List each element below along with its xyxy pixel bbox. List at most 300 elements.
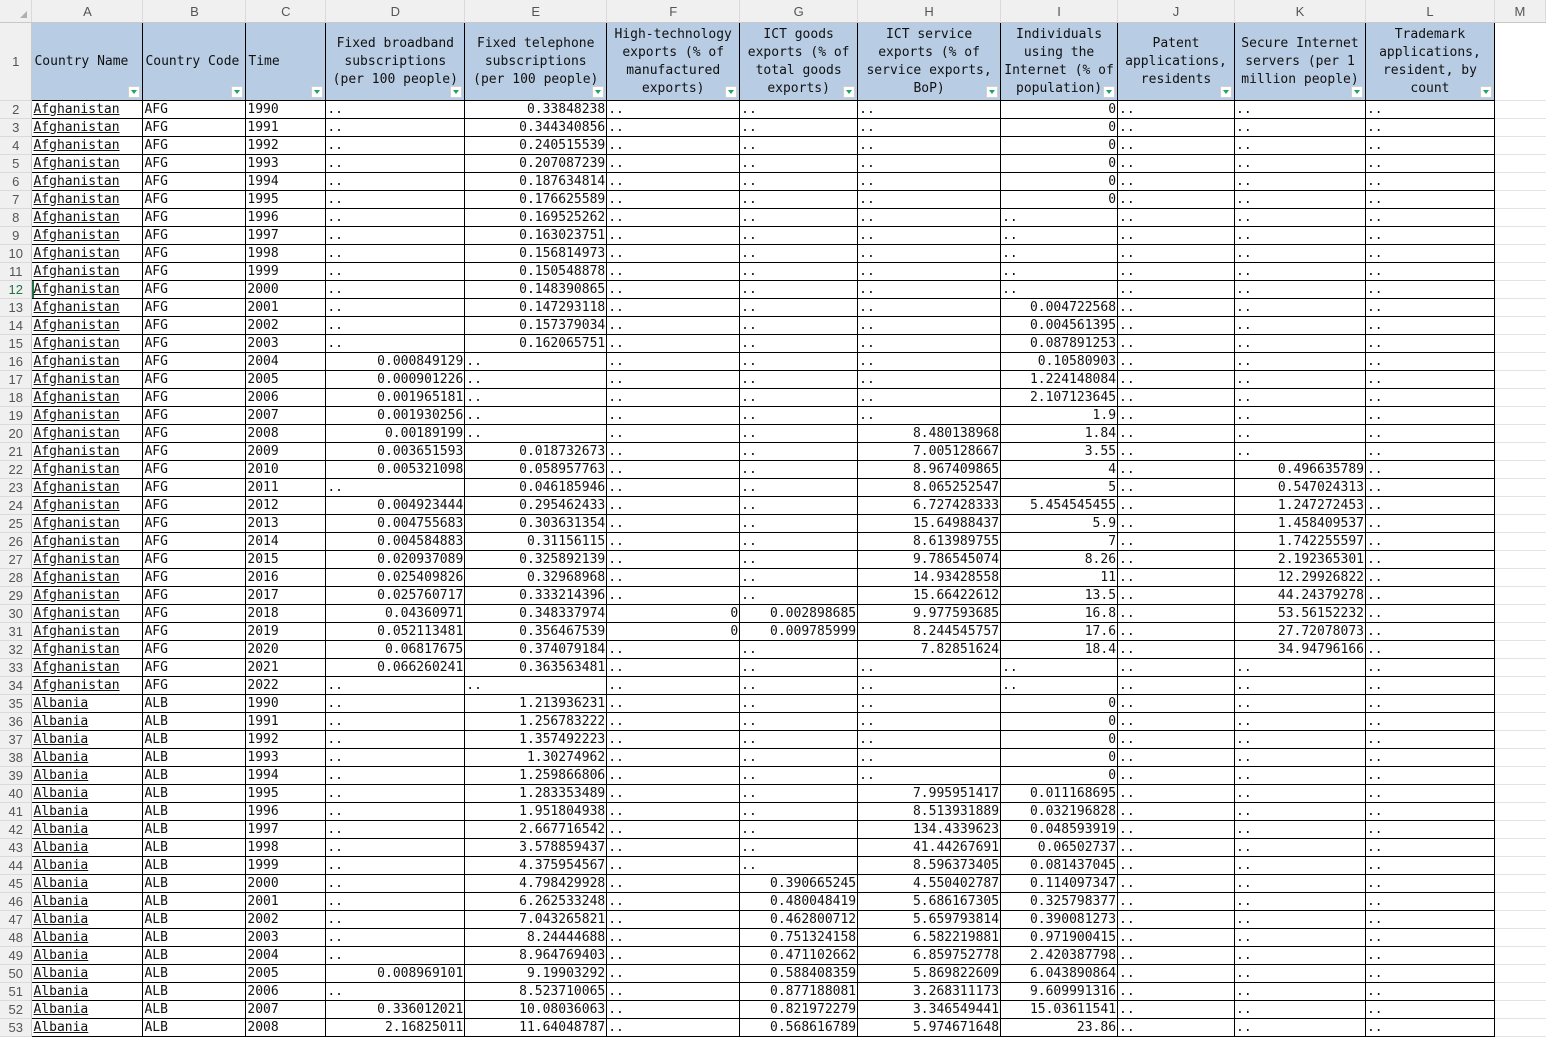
cell-f[interactable]: .. [607,263,740,281]
column-header-g[interactable]: G [740,0,858,23]
cell-i[interactable]: 5.454545455 [1001,497,1118,515]
cell-d[interactable]: .. [326,767,465,785]
cell-d[interactable]: 0.04360971 [326,605,465,623]
cell-b[interactable]: ALB [143,803,246,821]
cell-h[interactable]: 41.44267691 [858,839,1001,857]
cell-m[interactable] [1494,209,1545,227]
cell-i[interactable]: 15.03611541 [1001,1001,1118,1019]
cell-c[interactable]: 2019 [246,623,326,641]
cell-i[interactable]: 0 [1001,191,1118,209]
cell-b[interactable]: AFG [143,425,246,443]
cell-k[interactable]: .. [1235,695,1366,713]
cell-j[interactable]: .. [1118,317,1235,335]
row-number[interactable]: 18 [0,389,32,407]
cell-m[interactable] [1494,263,1545,281]
cell-k[interactable]: 44.24379278 [1235,587,1366,605]
cell-h[interactable]: 15.64988437 [858,515,1001,533]
cell-c[interactable]: 2007 [246,1001,326,1019]
cell-d[interactable]: .. [326,677,465,695]
cell-j[interactable]: .. [1118,749,1235,767]
cell-i[interactable]: 1.224148084 [1001,371,1118,389]
cell-i[interactable]: 0.390081273 [1001,911,1118,929]
cell-g[interactable]: .. [740,317,858,335]
cell-d[interactable]: .. [326,245,465,263]
cell-k[interactable]: .. [1235,713,1366,731]
cell-k[interactable]: 0.547024313 [1235,479,1366,497]
cell-j[interactable]: .. [1118,443,1235,461]
cell-k[interactable]: .. [1235,209,1366,227]
cell-b[interactable]: AFG [143,389,246,407]
cell-j[interactable]: .. [1118,857,1235,875]
cell-m[interactable] [1494,587,1545,605]
cell-a[interactable]: Afghanistan [32,587,143,605]
cell-h[interactable]: .. [858,101,1001,119]
row-number[interactable]: 32 [0,641,32,659]
cell-k[interactable]: 34.94796166 [1235,641,1366,659]
cell-i[interactable]: 17.6 [1001,623,1118,641]
cell-a[interactable]: Afghanistan [32,551,143,569]
row-number[interactable]: 16 [0,353,32,371]
cell-h[interactable]: .. [858,677,1001,695]
cell-e[interactable]: .. [465,389,607,407]
cell-c[interactable]: 2006 [246,983,326,1001]
cell-i[interactable]: 4 [1001,461,1118,479]
cell-a[interactable]: Afghanistan [32,389,143,407]
cell-a[interactable]: Albania [32,731,143,749]
cell-j[interactable]: .. [1118,479,1235,497]
row-number[interactable]: 22 [0,461,32,479]
cell-f[interactable]: .. [607,713,740,731]
cell-h[interactable]: 5.974671648 [858,1019,1001,1037]
cell-a[interactable]: Afghanistan [32,227,143,245]
cell-i[interactable]: 0.325798377 [1001,893,1118,911]
cell-g[interactable]: .. [740,119,858,137]
cell-l[interactable]: .. [1365,155,1494,173]
cell-k[interactable]: .. [1235,767,1366,785]
cell-f[interactable]: .. [607,641,740,659]
cell-g[interactable]: .. [740,371,858,389]
cell-f[interactable]: .. [607,515,740,533]
row-number[interactable]: 30 [0,605,32,623]
cell-f[interactable]: .. [607,695,740,713]
cell-l[interactable]: .. [1365,785,1494,803]
cell-b[interactable]: AFG [143,569,246,587]
cell-j[interactable]: .. [1118,1019,1235,1037]
cell-b[interactable]: AFG [143,659,246,677]
cell-d[interactable]: .. [326,479,465,497]
cell-m[interactable] [1494,911,1545,929]
cell-l[interactable]: .. [1365,893,1494,911]
cell-i[interactable]: 0.004561395 [1001,317,1118,335]
cell-m[interactable] [1494,839,1545,857]
cell-g[interactable]: .. [740,137,858,155]
column-header-f[interactable]: F [607,0,740,23]
cell-a[interactable]: Albania [32,983,143,1001]
cell-f[interactable]: .. [607,893,740,911]
cell-f[interactable]: .. [607,929,740,947]
cell-d[interactable]: 0.025760717 [326,587,465,605]
cell-f[interactable]: .. [607,173,740,191]
cell-l[interactable]: .. [1365,911,1494,929]
cell-f[interactable]: .. [607,461,740,479]
row-number[interactable]: 48 [0,929,32,947]
cell-i[interactable]: 0.971900415 [1001,929,1118,947]
cell-l[interactable]: .. [1365,371,1494,389]
cell-i[interactable]: 0 [1001,173,1118,191]
cell-g[interactable]: .. [740,335,858,353]
row-number[interactable]: 42 [0,821,32,839]
filter-dropdown-icon[interactable] [592,86,604,98]
cell-j[interactable]: .. [1118,515,1235,533]
cell-l[interactable]: .. [1365,263,1494,281]
cell-g[interactable]: .. [740,245,858,263]
cell-i[interactable]: 0.081437045 [1001,857,1118,875]
cell-f[interactable]: .. [607,443,740,461]
cell-e[interactable]: 1.951804938 [465,803,607,821]
cell-a[interactable]: Afghanistan [32,533,143,551]
cell-e[interactable]: 0.147293118 [465,299,607,317]
cell-e[interactable]: 0.344340856 [465,119,607,137]
cell-c[interactable]: 2003 [246,929,326,947]
cell-e[interactable]: 8.523710065 [465,983,607,1001]
cell-k[interactable]: .. [1235,659,1366,677]
cell-k[interactable]: .. [1235,281,1366,299]
cell-h[interactable]: 8.513931889 [858,803,1001,821]
cell-c[interactable]: 2011 [246,479,326,497]
cell-l[interactable]: .. [1365,713,1494,731]
cell-f[interactable]: 0 [607,605,740,623]
cell-c[interactable]: 2007 [246,407,326,425]
cell-m[interactable] [1494,299,1545,317]
row-number[interactable]: 23 [0,479,32,497]
cell-f[interactable]: .. [607,767,740,785]
cell-c[interactable]: 1995 [246,191,326,209]
cell-e[interactable]: 0.374079184 [465,641,607,659]
cell-k[interactable]: 2.192365301 [1235,551,1366,569]
cell-i[interactable]: 9.609991316 [1001,983,1118,1001]
cell-f[interactable]: .. [607,479,740,497]
cell-f[interactable]: .. [607,1019,740,1037]
cell-g[interactable]: .. [740,191,858,209]
cell-b[interactable]: AFG [143,317,246,335]
cell-b[interactable]: ALB [143,749,246,767]
cell-k[interactable]: 1.247272453 [1235,497,1366,515]
cell-a[interactable]: Albania [32,911,143,929]
cell-f[interactable]: .. [607,155,740,173]
row-number[interactable]: 2 [0,101,32,119]
cell-a[interactable]: Albania [32,821,143,839]
cell-d[interactable]: 0.000849129 [326,353,465,371]
cell-e[interactable]: .. [465,425,607,443]
cell-m[interactable] [1494,605,1545,623]
cell-l[interactable]: .. [1365,173,1494,191]
cell-l[interactable]: .. [1365,299,1494,317]
cell-m[interactable] [1494,821,1545,839]
cell-a[interactable]: Afghanistan [32,641,143,659]
cell-c[interactable]: 2017 [246,587,326,605]
cell-f[interactable]: .. [607,659,740,677]
cell-k[interactable]: .. [1235,173,1366,191]
cell-k[interactable]: .. [1235,1001,1366,1019]
cell-e[interactable]: 0.148390865 [465,281,607,299]
cell-f[interactable]: .. [607,299,740,317]
cell-g[interactable]: .. [740,155,858,173]
cell-e[interactable]: .. [465,677,607,695]
cell-g[interactable]: 0.877188081 [740,983,858,1001]
cell-e[interactable]: 1.283353489 [465,785,607,803]
cell-i[interactable]: .. [1001,227,1118,245]
cell-b[interactable]: AFG [143,191,246,209]
cell-f[interactable]: .. [607,425,740,443]
cell-i[interactable]: 0.10580903 [1001,353,1118,371]
cell-l[interactable]: .. [1365,983,1494,1001]
cell-j[interactable]: .. [1118,101,1235,119]
row-number[interactable]: 1 [0,23,32,101]
cell-b[interactable]: AFG [143,605,246,623]
cell-e[interactable]: 0.363563481 [465,659,607,677]
cell-b[interactable]: AFG [143,263,246,281]
cell-g[interactable]: .. [740,533,858,551]
cell-d[interactable]: .. [326,713,465,731]
cell-j[interactable]: .. [1118,353,1235,371]
cell-g[interactable]: .. [740,695,858,713]
cell-b[interactable]: AFG [143,371,246,389]
cell-g[interactable]: .. [740,587,858,605]
cell-b[interactable]: AFG [143,623,246,641]
cell-a[interactable]: Afghanistan [32,461,143,479]
cell-e[interactable]: .. [465,407,607,425]
cell-f[interactable]: .. [607,371,740,389]
cell-b[interactable]: AFG [143,155,246,173]
cell-e[interactable]: 7.043265821 [465,911,607,929]
cell-l[interactable]: .. [1365,803,1494,821]
cell-h[interactable]: 8.596373405 [858,857,1001,875]
cell-k[interactable]: .. [1235,371,1366,389]
cell-m[interactable] [1494,785,1545,803]
cell-c[interactable]: 2002 [246,911,326,929]
cell-b[interactable]: AFG [143,173,246,191]
cell-m[interactable] [1494,533,1545,551]
cell-k[interactable]: .. [1235,317,1366,335]
cell-m[interactable] [1494,101,1545,119]
row-number[interactable]: 21 [0,443,32,461]
cell-e[interactable]: 0.240515539 [465,137,607,155]
header-cell[interactable] [1001,23,1118,101]
cell-d[interactable]: 0.004584883 [326,533,465,551]
cell-e[interactable]: 6.262533248 [465,893,607,911]
cell-h[interactable]: .. [858,227,1001,245]
header-cell[interactable] [326,23,465,101]
cell-c[interactable]: 2015 [246,551,326,569]
cell-j[interactable]: .. [1118,947,1235,965]
cell-k[interactable]: .. [1235,335,1366,353]
cell-c[interactable]: 1991 [246,119,326,137]
cell-k[interactable]: .. [1235,911,1366,929]
cell-i[interactable]: 16.8 [1001,605,1118,623]
row-number[interactable]: 25 [0,515,32,533]
cell-d[interactable]: 0.025409826 [326,569,465,587]
cell-a[interactable]: Afghanistan [32,263,143,281]
cell-e[interactable]: 1.213936231 [465,695,607,713]
cell-c[interactable]: 1997 [246,227,326,245]
cell-l[interactable]: .. [1365,695,1494,713]
cell-i[interactable]: 18.4 [1001,641,1118,659]
cell-i[interactable]: 1.84 [1001,425,1118,443]
cell-j[interactable]: .. [1118,461,1235,479]
row-number[interactable]: 52 [0,1001,32,1019]
cell-b[interactable]: AFG [143,299,246,317]
cell-h[interactable]: 14.93428558 [858,569,1001,587]
cell-j[interactable]: .. [1118,785,1235,803]
cell-m[interactable] [1494,713,1545,731]
cell-d[interactable]: .. [326,911,465,929]
cell-g[interactable]: .. [740,767,858,785]
cell-l[interactable]: .. [1365,515,1494,533]
cell-g[interactable]: 0.588408359 [740,965,858,983]
cell-i[interactable]: 0.114097347 [1001,875,1118,893]
cell-c[interactable]: 2009 [246,443,326,461]
cell-g[interactable]: .. [740,209,858,227]
cell-e[interactable]: 0.325892139 [465,551,607,569]
cell-a[interactable]: Afghanistan [32,479,143,497]
cell-m[interactable] [1494,281,1545,299]
cell-j[interactable]: .. [1118,911,1235,929]
filter-dropdown-icon[interactable] [311,86,323,98]
cell-j[interactable]: .. [1118,587,1235,605]
cell-d[interactable]: .. [326,821,465,839]
cell-i[interactable]: 7 [1001,533,1118,551]
cell-f[interactable]: .. [607,137,740,155]
cell-l[interactable]: .. [1365,839,1494,857]
cell-d[interactable]: 0.001930256 [326,407,465,425]
cell-b[interactable]: ALB [143,785,246,803]
cell-g[interactable]: .. [740,659,858,677]
cell-e[interactable]: 0.058957763 [465,461,607,479]
cell-e[interactable]: 1.357492223 [465,731,607,749]
cell-k[interactable]: .. [1235,749,1366,767]
cell-e[interactable]: 0.31156115 [465,533,607,551]
cell-g[interactable]: .. [740,263,858,281]
cell-b[interactable]: AFG [143,137,246,155]
row-number[interactable]: 40 [0,785,32,803]
cell-h[interactable]: 3.268311173 [858,983,1001,1001]
cell-m[interactable] [1494,731,1545,749]
cell-l[interactable]: .. [1365,1019,1494,1037]
cell-l[interactable]: .. [1365,101,1494,119]
cell-a[interactable]: Afghanistan [32,119,143,137]
cell-m[interactable] [1494,857,1545,875]
cell-a[interactable]: Afghanistan [32,623,143,641]
cell-m[interactable] [1494,173,1545,191]
cell-j[interactable]: .. [1118,533,1235,551]
cell-d[interactable]: 0.001965181 [326,389,465,407]
cell-i[interactable]: 0.087891253 [1001,335,1118,353]
cell-g[interactable]: 0.471102662 [740,947,858,965]
cell-b[interactable]: AFG [143,281,246,299]
row-number[interactable]: 11 [0,263,32,281]
cell-j[interactable]: .. [1118,821,1235,839]
cell-b[interactable]: ALB [143,875,246,893]
cell-f[interactable]: .. [607,839,740,857]
cell-a[interactable]: Albania [32,893,143,911]
cell-m[interactable] [1494,245,1545,263]
filter-dropdown-icon[interactable] [1220,86,1232,98]
cell-h[interactable]: .. [858,263,1001,281]
cell-a[interactable]: Afghanistan [32,209,143,227]
cell-j[interactable]: .. [1118,875,1235,893]
cell-d[interactable]: .. [326,803,465,821]
cell-c[interactable]: 2008 [246,425,326,443]
cell-b[interactable]: AFG [143,461,246,479]
cell-f[interactable]: .. [607,353,740,371]
cell-k[interactable]: .. [1235,875,1366,893]
cell-h[interactable]: 8.967409865 [858,461,1001,479]
cell-k[interactable]: .. [1235,857,1366,875]
cell-i[interactable]: 0.06502737 [1001,839,1118,857]
cell-j[interactable]: .. [1118,713,1235,731]
column-header-e[interactable]: E [465,0,607,23]
cell-c[interactable]: 1999 [246,263,326,281]
cell-j[interactable]: .. [1118,425,1235,443]
cell-k[interactable]: .. [1235,407,1366,425]
cell-k[interactable]: .. [1235,443,1366,461]
cell-b[interactable]: AFG [143,533,246,551]
cell-d[interactable]: 0.052113481 [326,623,465,641]
cell-b[interactable]: ALB [143,929,246,947]
cell-g[interactable]: .. [740,803,858,821]
cell-m[interactable] [1494,641,1545,659]
cell-g[interactable]: .. [740,281,858,299]
cell-b[interactable]: ALB [143,731,246,749]
cell-l[interactable]: .. [1365,119,1494,137]
cell-i[interactable]: 0.048593919 [1001,821,1118,839]
cell-j[interactable]: .. [1118,641,1235,659]
cell-l[interactable]: .. [1365,965,1494,983]
cell-e[interactable]: 3.578859437 [465,839,607,857]
cell-d[interactable]: 0.003651593 [326,443,465,461]
cell-c[interactable]: 2022 [246,677,326,695]
cell-h[interactable]: .. [858,695,1001,713]
row-number[interactable]: 34 [0,677,32,695]
cell-e[interactable]: 0.356467539 [465,623,607,641]
cell-g[interactable]: .. [740,101,858,119]
cell-f[interactable]: .. [607,335,740,353]
cell-e[interactable]: 8.24444688 [465,929,607,947]
cell-d[interactable]: .. [326,101,465,119]
row-number[interactable]: 37 [0,731,32,749]
cell-l[interactable]: .. [1365,335,1494,353]
cell-c[interactable]: 1999 [246,857,326,875]
cell-i[interactable]: .. [1001,209,1118,227]
cell-h[interactable]: 5.659793814 [858,911,1001,929]
cell-l[interactable]: .. [1365,461,1494,479]
cell-f[interactable]: .. [607,677,740,695]
header-cell[interactable] [1235,23,1366,101]
cell-j[interactable]: .. [1118,119,1235,137]
cell-j[interactable]: .. [1118,965,1235,983]
cell-l[interactable]: .. [1365,659,1494,677]
row-number[interactable]: 44 [0,857,32,875]
cell-c[interactable]: 1993 [246,155,326,173]
cell-l[interactable]: .. [1365,587,1494,605]
cell-m[interactable] [1494,515,1545,533]
row-number[interactable]: 19 [0,407,32,425]
cell-k[interactable]: 1.458409537 [1235,515,1366,533]
cell-h[interactable]: .. [858,353,1001,371]
cell-i[interactable]: 2.107123645 [1001,389,1118,407]
cell-b[interactable]: AFG [143,641,246,659]
cell-k[interactable]: .. [1235,263,1366,281]
